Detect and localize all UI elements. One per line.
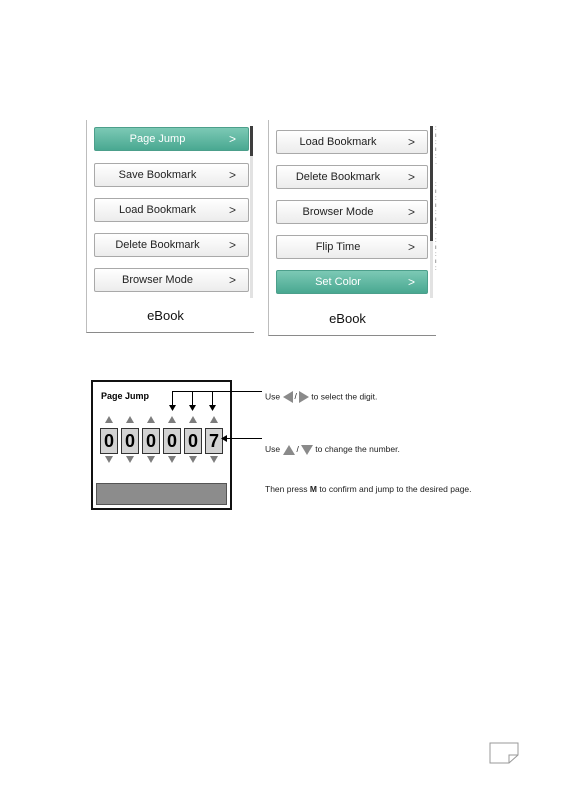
menu-item-label: Set Color [315,276,361,288]
instruction-text: Use [265,444,281,454]
digit-up-arrow-icon[interactable] [189,416,197,423]
menu-item-browser-mode[interactable] [276,200,428,224]
chevron-right-icon: > [228,203,236,217]
instruction-change-number [265,444,400,455]
digit-down-arrow-icon[interactable] [210,456,218,463]
page-jump-status-bar [96,483,227,505]
chevron-right-icon: > [407,170,415,184]
instruction-text: Then press [265,484,308,494]
instruction-select-digit [265,391,377,403]
instruction-text: Use [265,391,281,402]
menu-item-label: Load Bookmark [299,136,377,148]
slash-text: / [294,391,297,402]
menu-item-label: Browser Mode [302,206,374,218]
digit-down-arrow-icon[interactable] [105,456,113,463]
right-arrow-icon [299,391,309,403]
chevron-right-icon: > [228,238,236,252]
menu-item-load-bookmark[interactable] [276,130,428,154]
page-digit[interactable]: 7 [205,428,223,454]
digit-down-arrow-icon[interactable] [189,456,197,463]
down-arrow-icon [301,445,313,455]
menu-item-delete-bookmark[interactable] [276,165,428,189]
digit-down-arrow-icon[interactable] [147,456,155,463]
instruction-confirm [265,484,472,494]
menu-item-delete-bookmark[interactable] [94,233,249,257]
ebook-footer-label: eBook [147,308,184,323]
instruction-text: to select the digit. [311,391,378,402]
menu-item-label: Flip Time [315,241,361,253]
chevron-right-icon: > [228,168,236,182]
menu-item-save-bookmark[interactable] [94,163,249,187]
menu-item-label: Save Bookmark [118,169,197,181]
chevron-right-icon: > [228,132,236,146]
instruction-text: to change the number. [315,444,400,454]
page-digit[interactable]: 0 [184,428,202,454]
page-digit[interactable]: 0 [142,428,160,454]
chevron-right-icon: > [407,275,415,289]
menu-item-page-jump[interactable] [94,127,249,151]
page-jump-title: Page Jump [101,391,150,401]
ebook-menu-screenshot-right [268,120,436,336]
ebook-footer-label: eBook [329,311,366,326]
scrollbar-thumb[interactable] [250,126,253,156]
digit-up-arrow-icon[interactable] [147,416,155,423]
menu-item-load-bookmark[interactable] [94,198,249,222]
page-digit[interactable]: 0 [163,428,181,454]
up-arrow-icon [283,445,295,455]
page-digit[interactable]: 0 [121,428,139,454]
chevron-right-icon: > [228,273,236,287]
digit-down-arrow-icon[interactable] [168,456,176,463]
confirm-key: M [309,484,317,494]
menu-item-label: Page Jump [129,133,186,145]
menu-item-label: Delete Bookmark [295,171,381,183]
menu-item-browser-mode[interactable] [94,268,249,292]
clipped-edge-text: : ı : ı : · : ı : ı : ı : · : ı : ı : [435,126,437,272]
ebook-menu-screenshot-left [86,120,254,333]
menu-item-set-color[interactable] [276,270,428,294]
page-digit[interactable]: 0 [100,428,118,454]
chevron-right-icon: > [407,135,415,149]
slash-text: / [296,444,299,454]
chevron-right-icon: > [407,240,415,254]
page-jump-dialog [91,380,232,510]
instruction-text: to confirm and jump to the desired page. [319,484,472,494]
menu-item-label: Load Bookmark [118,204,197,216]
menu-item-label: Delete Bookmark [115,239,200,251]
menu-item-flip-time[interactable] [276,235,428,259]
left-arrow-icon [283,391,293,403]
digit-up-arrow-icon[interactable] [168,416,176,423]
digit-up-arrow-icon[interactable] [210,416,218,423]
scrollbar-thumb[interactable] [430,126,433,241]
digit-up-arrow-icon[interactable] [105,416,113,423]
digit-down-arrow-icon[interactable] [126,456,134,463]
digit-up-arrow-icon[interactable] [126,416,134,423]
menu-item-label: Browser Mode [122,274,193,286]
chevron-right-icon: > [407,205,415,219]
